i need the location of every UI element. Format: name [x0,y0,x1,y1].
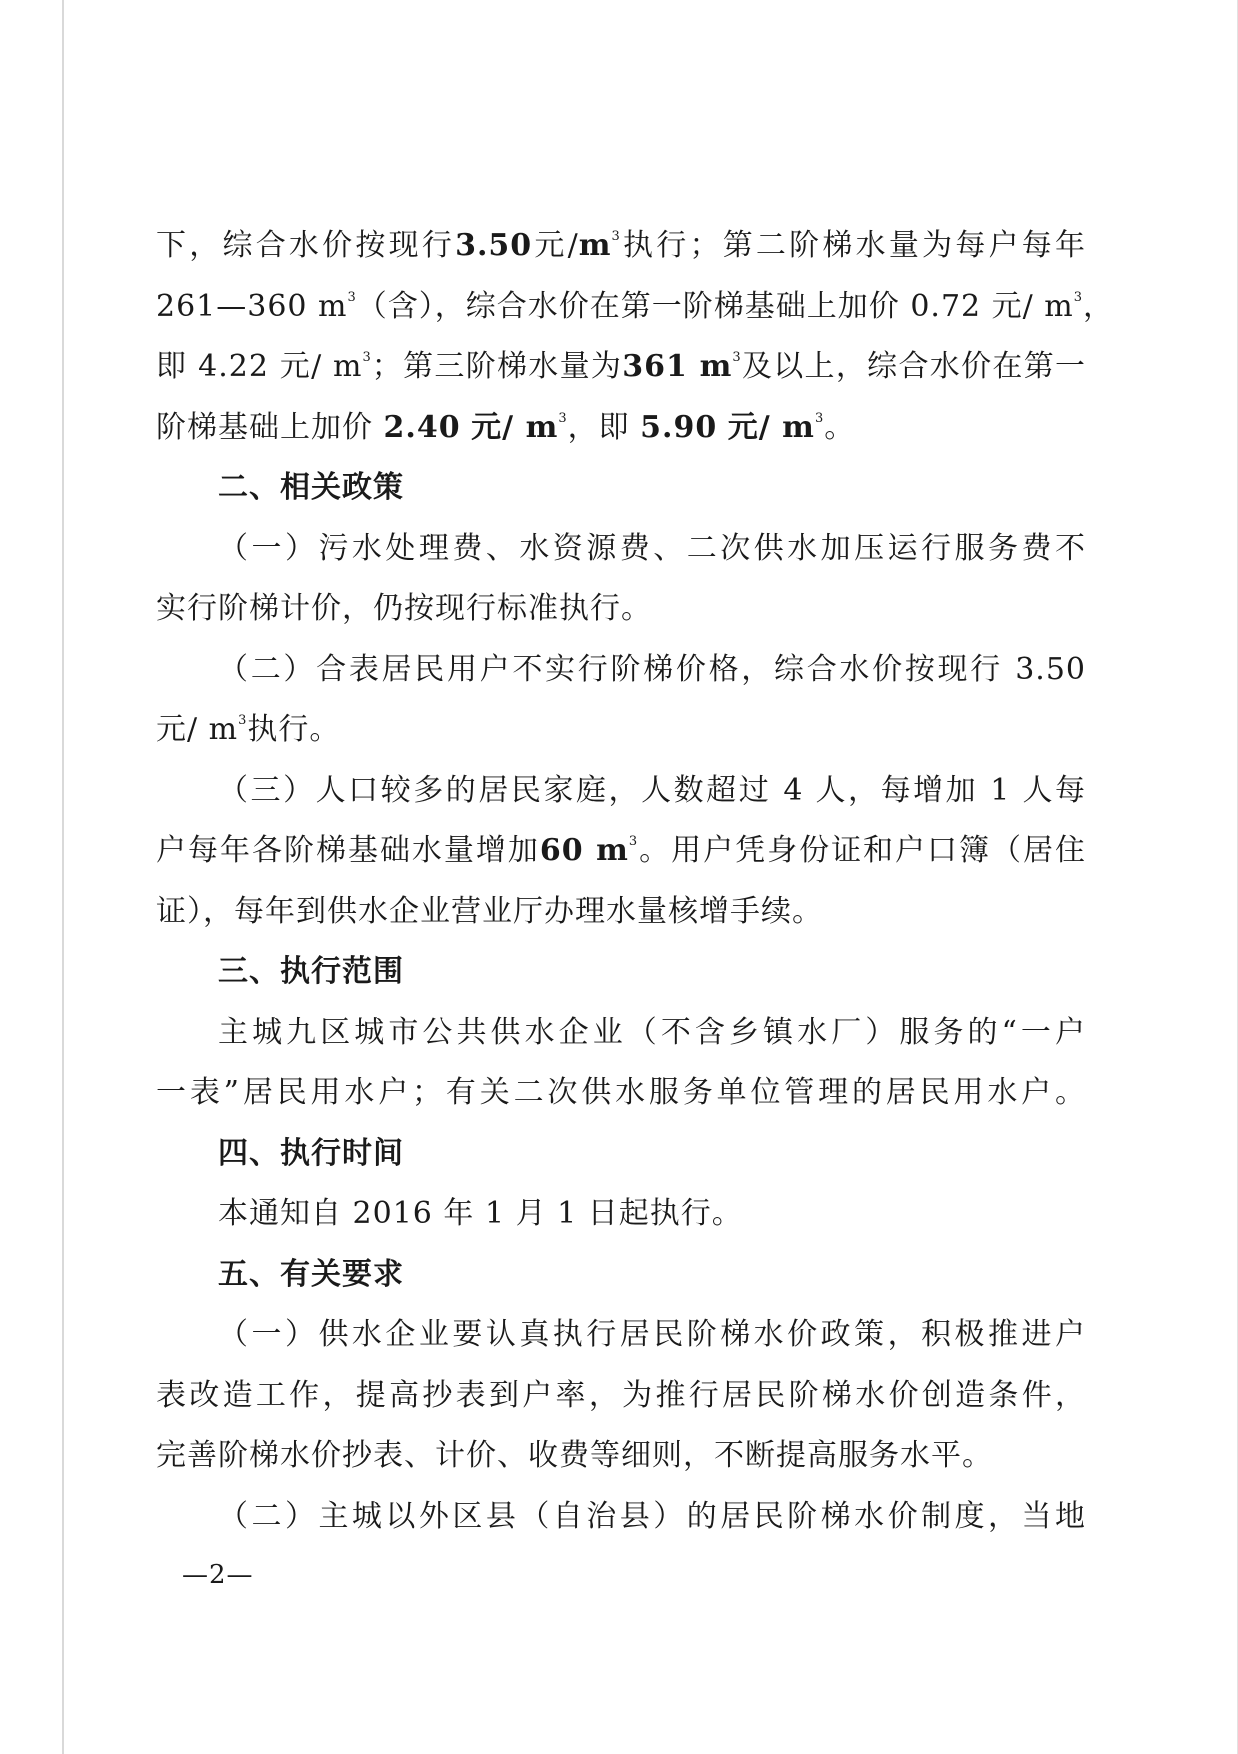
effective-date-line: 本通知自 2016 年 1 月 1 日起执行。 [218,1196,743,1231]
policy-3-line-3: 证），每年到供水企业营业厅办理水量核增手续。 [156,893,823,929]
scope-line-2: 一表”居民用水户；有关二次供水服务单位管理的居民用水户。 [156,1075,1086,1110]
policy-2-line-1: （二）合表居民用户不实行阶梯价格，综合水价按现行 3.50 [218,651,1086,687]
scan-edge-left [62,0,64,1754]
section-heading-related-policies: 二、相关政策 [218,470,404,505]
price-tier-line-1: 下，综合水价按现行3.50元$/m^3$执行；第二阶梯水量为每户每年 [156,228,1087,263]
document-page [156,216,1115,1547]
policy-3-line-1: （三）人口较多的居民家庭，人数超过 4 人，每增加 1 人每 [218,772,1086,808]
price-tier-line-2: 261—360 $m^3$（含），综合水价在第一阶梯基础上加价 0.72 元/ $m^3$， [156,288,1115,324]
scope-line-1: 主城九区城市公共供水企业（不含乡镇水厂）服务的“一户 [218,1014,1086,1050]
requirement-1-line-2: 表改造工作，提高抄表到户率，为推行居民阶梯水价创造条件， [156,1377,1086,1413]
section-heading-requirements: 五、有关要求 [218,1256,404,1292]
price-tier-line-3: 即 4.22 元/ $m^3$；第三阶梯水量为361 $m^3$及以上，综合水价在第一 [156,349,1087,384]
requirement-1-line-1: （一）供水企业要认真执行居民阶梯水价政策，积极推进户 [218,1317,1086,1352]
section-heading-scope: 三、执行范围 [218,954,404,989]
policy-1-line-1: （一）污水处理费、水资源费、二次供水加压运行服务费不 [218,530,1086,566]
policy-2-line-2: 元/ $m^3$执行。 [156,712,341,747]
page-number: —2— [182,1560,254,1590]
requirement-2-line-1: （二）主城以外区县（自治县）的居民阶梯水价制度，当地 [218,1498,1086,1534]
policy-3-line-2: 户每年各阶梯基础水量增加60 $m^3$。用户凭身份证和户口簿（居住 [156,833,1087,868]
policy-1-line-2: 实行阶梯计价，仍按现行标准执行。 [156,591,652,626]
price-tier-line-4: 阶梯基础上加价 2.40 元/ $m^3$，即 5.90 元/ $m^3$。 [156,409,856,445]
section-heading-effective-date: 四、执行时间 [218,1135,404,1171]
requirement-1-line-3: 完善阶梯水价抄表、计价、收费等细则，不断提高服务水平。 [156,1438,993,1473]
